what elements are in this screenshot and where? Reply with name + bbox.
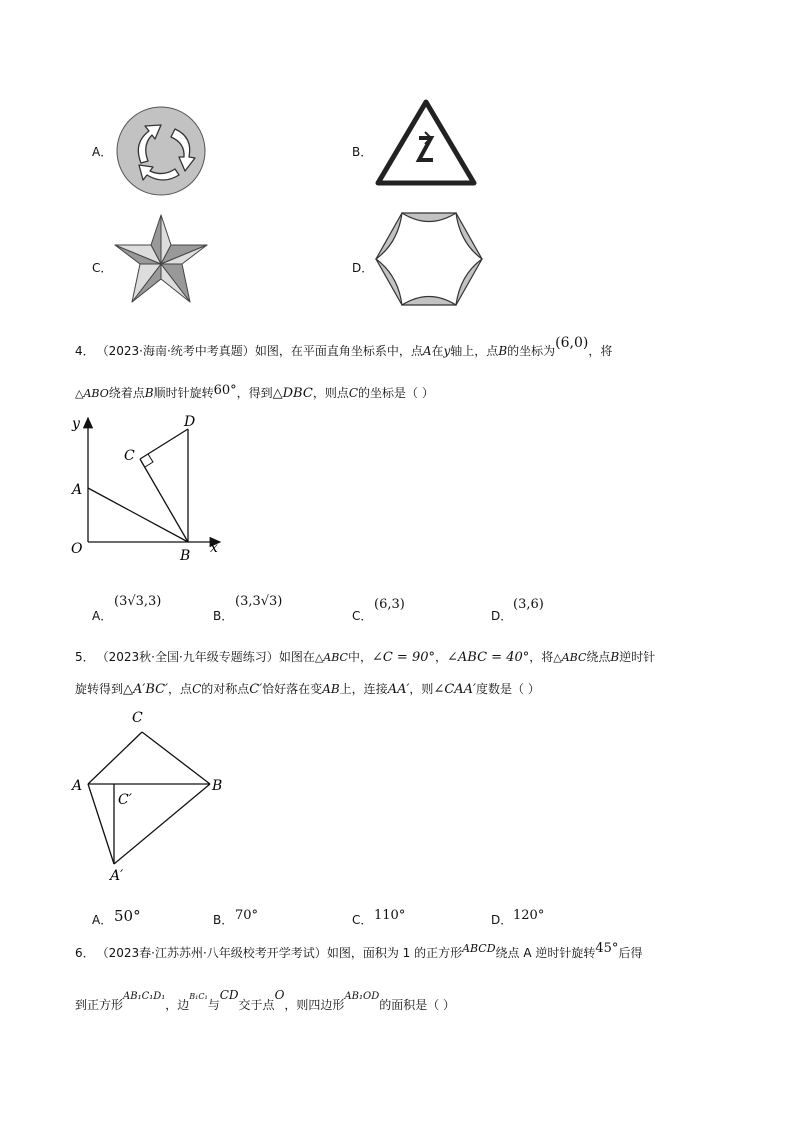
q3-option-d-label[interactable]: D． (352, 261, 374, 275)
q5-option-c-value: 110° (374, 908, 406, 923)
q4-option-a-label[interactable]: A． (92, 609, 113, 623)
q4-stem-line1: 4． （2023·海南·统考中考真题）如图，在平面直角坐标系中，点A在y轴上，点B的坐标为(6,0)，将 (75, 335, 613, 358)
q5-option-a-value: 50° (114, 907, 141, 925)
q6-stem-line2: 到正方形$^{AB_1C_1D_1}$，边$^{B_1C_1}$与CD交于点O，则四边形$^{AB_1OD}$的面积是（ ） (75, 988, 456, 1012)
q5-label-c: C (132, 710, 143, 726)
q4-option-c-value: (6,3) (374, 597, 405, 612)
q5-option-d-value: 120° (513, 908, 545, 923)
q5-label-c-prime: C′ (118, 792, 132, 808)
q5-triangle-figure (66, 700, 236, 884)
q3-option-a-label[interactable]: A． (92, 145, 113, 159)
q4-label-a: A (72, 482, 83, 498)
q4-label-b: B (180, 548, 191, 564)
q5-option-b-label[interactable]: B． (213, 913, 234, 927)
q5-label-a: A (72, 778, 83, 794)
q4-label-o: O (71, 541, 83, 557)
q4-option-a-value: (3√3,3) (114, 594, 162, 609)
q4-option-c-label[interactable]: C． (352, 609, 373, 623)
q5-label-a-prime: A′ (110, 868, 124, 884)
q5-stem-line1: 5． （2023秋·全国·九年级专题练习）如图在△ABC中，∠C = 90°，∠ABC = 40°，将△ABC绕点B逆时针 (75, 650, 656, 665)
q5-option-c-label[interactable]: C． (352, 913, 373, 927)
q4-label-c: C (124, 448, 135, 464)
q5-option-a-label[interactable]: A． (92, 913, 113, 927)
q6-stem-line1: 6． （2023春·江苏苏州·八年级校考开学考试）如图，面积为 1 的正方形ABCD绕点 A 逆时针旋转45°后得 (75, 941, 643, 960)
q5-option-d-label[interactable]: D． (491, 913, 513, 927)
q4-option-d-label[interactable]: D． (491, 609, 513, 623)
zigzag-warning-triangle-icon (373, 96, 479, 188)
q4-label-d: D (184, 414, 196, 430)
q4-option-d-value: (3,6) (513, 597, 544, 612)
q5-option-b-value: 70° (235, 908, 259, 923)
q3-option-c-label[interactable]: C． (92, 261, 113, 275)
q4-coordinate-figure (60, 408, 230, 568)
q4-label-y: y (72, 416, 80, 432)
q5-stem-line2: 旋转得到△A′BC′，点C的对称点C′恰好落在变AB上，连接AA′，则∠CAA′度数是（ ） (75, 682, 540, 697)
q4-option-b-label[interactable]: B． (213, 609, 234, 623)
q3-option-b-label[interactable]: B． (352, 145, 373, 159)
roundabout-sign-icon (115, 105, 207, 197)
q5-label-b: B (212, 778, 223, 794)
q4-stem-line2: △ABO绕着点B顺时针旋转60°，得到△DBC，则点C的坐标是（ ） (75, 383, 434, 401)
five-pointed-star-icon (113, 212, 209, 306)
q4-option-b-value: (3,3√3) (235, 594, 283, 609)
q4-label-x: x (210, 540, 218, 556)
hexagon-scallop-icon (374, 210, 484, 308)
